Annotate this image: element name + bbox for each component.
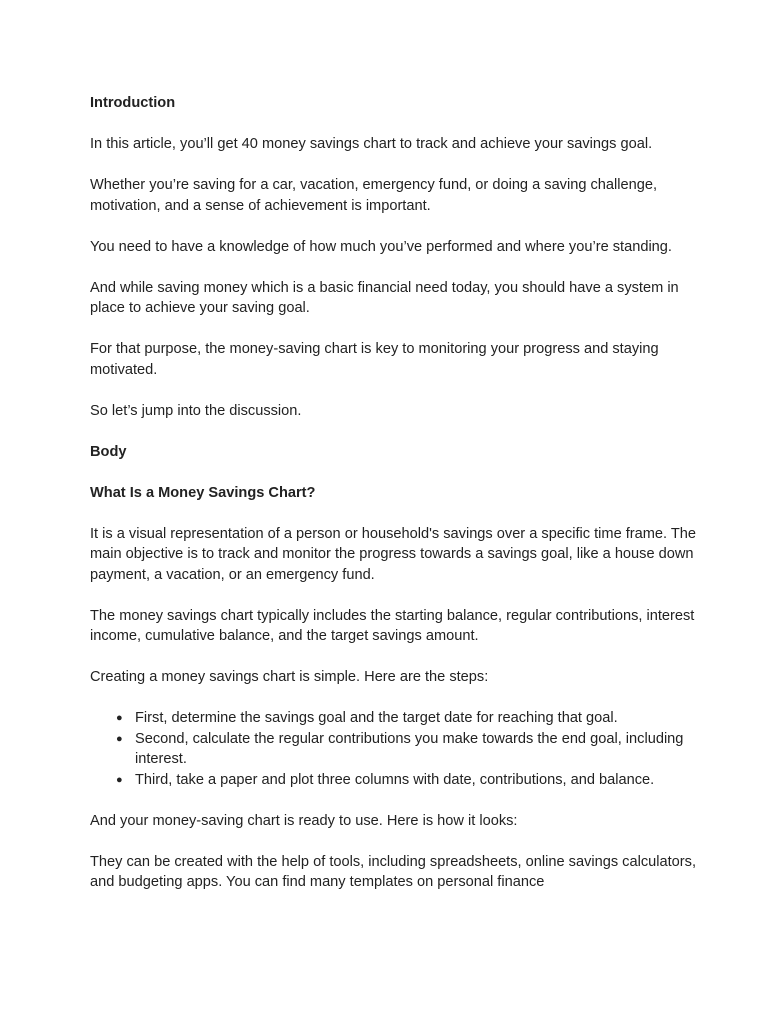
steps-list bbox=[90, 708, 708, 790]
intro-paragraph: And while saving money which is a basic financial need today, you should have a system in place to achieve your saving goal. bbox=[90, 279, 679, 316]
intro-heading: Introduction bbox=[90, 95, 176, 111]
list-item bbox=[116, 729, 708, 770]
bullet-icon: ● bbox=[116, 712, 123, 724]
closing-paragraph: And your money-saving chart is ready to use. Here is how it looks: bbox=[90, 812, 518, 829]
section-paragraph: Creating a money savings chart is simple. Here are the steps: bbox=[90, 669, 489, 685]
list-item-text: First, determine the savings goal and the target date for reaching that goal. bbox=[135, 710, 618, 726]
list-item-text: Third, take a paper and plot three columns with date, contributions, and balance. bbox=[135, 771, 655, 788]
intro-paragraph: In this article, you’ll get 40 money savings chart to track and achieve your savings goal. bbox=[90, 136, 653, 152]
intro-paragraph: So let’s jump into the discussion. bbox=[90, 402, 302, 419]
list-item-text: Second, calculate the regular contributions you make towards the end goal, including interest. bbox=[135, 730, 684, 767]
section-heading: What Is a Money Savings Chart? bbox=[90, 484, 316, 501]
list-item bbox=[116, 708, 708, 729]
section-paragraph: The money savings chart typically includes the starting balance, regular contributions, interest income, cumulative balance, and the target savings amount. bbox=[90, 607, 695, 644]
body-heading: Body bbox=[90, 443, 127, 460]
intro-paragraph: Whether you’re saving for a car, vacation, emergency fund, or doing a saving challenge, motivation, and a sense of achievement is important. bbox=[90, 177, 658, 214]
bullet-icon: ● bbox=[116, 773, 123, 786]
list-item bbox=[116, 770, 708, 791]
intro-paragraph: For that purpose, the money-saving chart is key to monitoring your progress and staying motivated. bbox=[90, 341, 659, 378]
intro-paragraph: You need to have a knowledge of how much you’ve performed and where you’re standing. bbox=[90, 238, 672, 255]
closing-paragraph: They can be created with the help of tools, including spreadsheets, online savings calculators, and budgeting apps. You can find many templates on personal finance bbox=[90, 853, 696, 890]
section-paragraph: It is a visual representation of a person or household's savings over a specific time frame. The main objective is to track and monitor the progress towards a savings goal, like a house down payment, a vacation, or an emergency fund. bbox=[90, 525, 697, 583]
bullet-icon: ● bbox=[116, 732, 123, 745]
